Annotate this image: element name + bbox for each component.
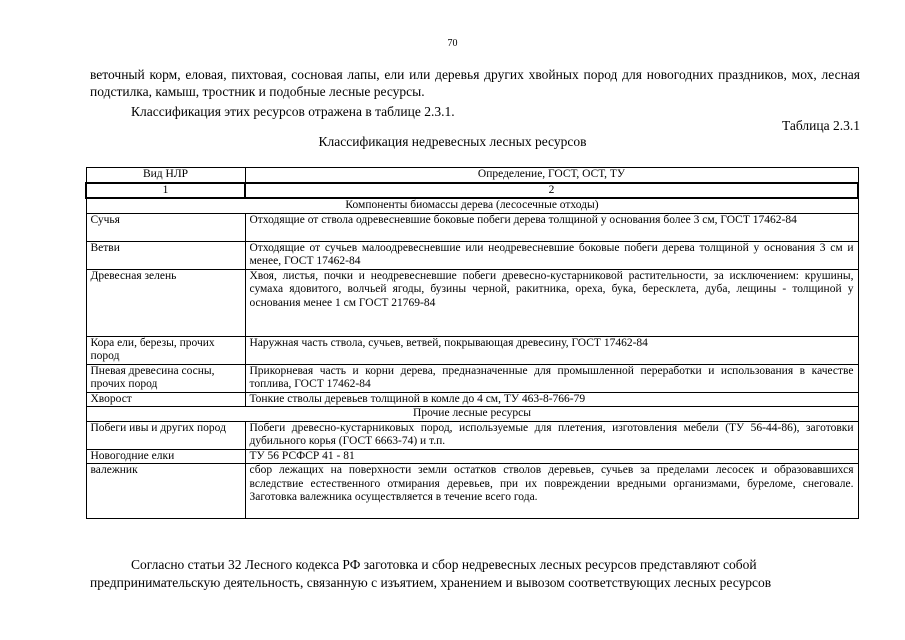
paragraph-law-line-1: Согласно статьи 32 Лесного кодекса РФ заготовка и сбор недревесных лесных ресурсов представляют собой: [131, 557, 757, 572]
resource-definition: Хвоя, листья, почки и неодревесневшие побеги древесно-кустарниковой растительности, за исключением: крушины, сумаха ядовитого, волчьей ягоды, бузины черной, ракитника, ореха, бука, бересклета, дуба, лещины - толщиной у основания менее 1 см ГОСТ 21769-84: [245, 269, 858, 336]
resource-name: Новогодние елки: [86, 449, 245, 464]
table-row: [86, 336, 858, 364]
column-number-2: 2: [245, 183, 858, 199]
table-number: Таблица 2.3.1: [782, 118, 860, 133]
table-row: [86, 213, 858, 241]
resource-name: Хворост: [86, 392, 245, 407]
resource-name: Ветви: [86, 241, 245, 269]
section-title-other: Прочие лесные ресурсы: [86, 407, 858, 422]
table-title: Классификация недревесных лесных ресурсов: [318, 134, 587, 149]
page-number: 70: [447, 38, 458, 49]
paragraph-intro: веточный корм, еловая, пихтовая, сосновая лапы, ели или деревья других хвойных пород для новогодних праздников, мох, лесная подстилка, камыш, тростник и подобные лесные ресурсы.: [90, 67, 860, 99]
table-row: [86, 241, 858, 269]
resource-name: Сучья: [86, 213, 245, 241]
column-header-type: Вид НЛР: [86, 168, 245, 183]
section-title-biomass: Компоненты биомассы дерева (лесосечные отходы): [86, 198, 858, 213]
resource-definition: Тонкие стволы деревьев толщиной в комле до 4 см, ТУ 463-8-766-79: [245, 392, 858, 407]
resource-definition: Побеги древесно-кустарниковых пород, используемые для плетения, изготовления мебели (ТУ 56-44-86), заготовки дубильного корья (ГОСТ 6663-74) и т.п.: [245, 421, 858, 449]
resource-definition: сбор лежащих на поверхности земли остатков стволов деревьев, сучьев за пределами лесосек и образовавшихся вследствие естественного отмирания деревьев, при их повреждении вредными организмами, буреломе, снеговале. Заготовка валежника осуществляется в течение всего года.: [245, 464, 858, 519]
table-row: [86, 364, 858, 392]
resource-definition: ТУ 56 РСФСР 41 - 81: [245, 449, 858, 464]
resource-definition: Отходящие от ствола одревесневшие боковые побеги дерева толщиной у основания более 3 см, ГОСТ 17462-84: [245, 213, 858, 241]
table-row: [86, 269, 858, 336]
section-header-row: [86, 198, 858, 213]
column-header-definition: Определение, ГОСТ, ОСТ, ТУ: [245, 168, 858, 183]
resource-name: Побеги ивы и других пород: [86, 421, 245, 449]
resource-name: Пневая древесина сосны, прочих пород: [86, 364, 245, 392]
paragraph-law-line-2: предпринимательскую деятельность, связанную с изъятием, хранением и вывозом соответствующих лесных ресурсов: [90, 575, 772, 590]
table-row: [86, 449, 858, 464]
resource-definition: Наружная часть ствола, сучьев, ветвей, покрывающая древесину, ГОСТ 17462-84: [245, 336, 858, 364]
resource-definition: Отходящие от сучьев малоодревесневшие или неодревесневшие боковые побеги дерева толщиной у основания 3 см и менее, ГОСТ 17462-84: [245, 241, 858, 269]
resource-name: Кора ели, березы, прочих пород: [86, 336, 245, 364]
resource-name: валежник: [86, 464, 245, 519]
resources-classification-table: [85, 167, 859, 519]
table-row: [86, 421, 858, 449]
table-header-row: [86, 168, 858, 183]
table-row: [86, 392, 858, 407]
paragraph-table-reference: Классификация этих ресурсов отражена в таблице 2.3.1.: [131, 104, 455, 119]
resource-definition: Прикорневая часть и корни дерева, предназначенные для промышленной переработки и использования в качестве топлива, ГОСТ 17462-84: [245, 364, 858, 392]
column-number-1: 1: [86, 183, 245, 199]
section-header-row: [86, 407, 858, 422]
column-number-row: [86, 183, 858, 199]
table-row: [86, 464, 858, 519]
resource-name: Древесная зелень: [86, 269, 245, 336]
